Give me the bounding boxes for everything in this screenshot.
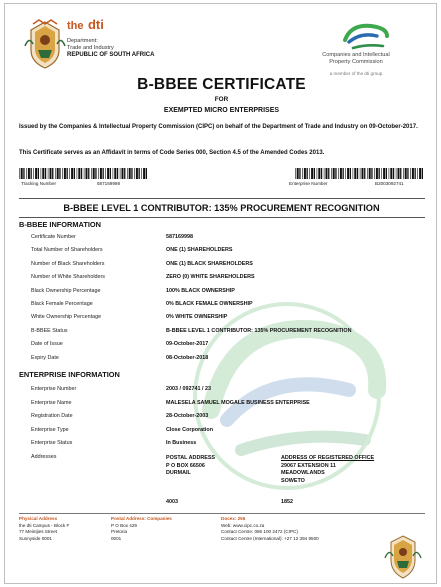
- bbbee-info-heading: B-BBEE INFORMATION: [19, 220, 101, 229]
- barcode-bar: [299, 168, 300, 179]
- cipc-name: [296, 52, 416, 66]
- barcode-bar: [141, 168, 142, 179]
- enterprise-info-row: [5, 438, 437, 449]
- enterprise-info-row: [5, 398, 437, 409]
- dti-wordmark: [67, 16, 104, 34]
- barcode-bar: [345, 168, 346, 179]
- barcode-bar: [117, 168, 118, 179]
- footer-physical-line-2: 77 Meintjies Street: [19, 529, 58, 535]
- barcode-bar: [45, 168, 46, 179]
- footer-contact-international: Contact Centre (International): +27 12 394 9500: [221, 535, 319, 541]
- enterprise-info-label: Enterprise Type: [31, 426, 69, 433]
- level-banner: B-BBEE LEVEL 1 CONTRIBUTOR: 135% PROCUREMENT RECOGNITION: [63, 203, 380, 213]
- barcode-bar: [297, 168, 299, 179]
- barcode-bar: [59, 168, 60, 179]
- barcode-bar: [35, 168, 37, 179]
- barcode-bar: [357, 168, 358, 179]
- enterprise-info-value: In Business: [166, 440, 197, 447]
- cipc-member-note: a member of the dti group: [329, 71, 383, 76]
- barcode-bar: [354, 168, 356, 179]
- footer-postal-line-1: P O Box 429: [111, 522, 137, 528]
- footer-physical-line-1: the dti Campus - Block F: [19, 522, 70, 528]
- cipc-name-line-1: Companies and Intellectual: [322, 52, 390, 58]
- bbbee-info-value: 0% BLACK FEMALE OWNERSHIP: [166, 301, 253, 307]
- barcode-bar: [143, 168, 145, 179]
- barcode-bar: [31, 168, 32, 179]
- barcode-bar: [64, 168, 66, 179]
- registered-address-line-1: 29067 EXTENSION 11: [281, 462, 336, 469]
- postal-address-line-1: P O BOX 66506: [166, 462, 205, 469]
- barcode-bar: [410, 168, 411, 179]
- bbbee-info-row: [5, 232, 437, 243]
- barcode-bar: [120, 168, 121, 179]
- bbbee-info-label: Date of Issue: [31, 341, 63, 348]
- barcode-bar: [307, 168, 308, 179]
- enterprise-info-row: [5, 425, 437, 436]
- footer-postal-line-2: Pretoria: [111, 529, 128, 535]
- barcode-bar: [67, 168, 68, 179]
- enterprise-number-label: Enterprise Number: [289, 181, 328, 186]
- barcode-bar: [321, 168, 322, 179]
- tracking-number-value: 587169998: [97, 181, 120, 186]
- bbbee-info-value: 587169998: [166, 234, 193, 240]
- registered-address-line-2: MEADOWLANDS: [281, 470, 325, 477]
- bbbee-info-value: 08-October-2018: [166, 354, 209, 361]
- barcode-bar: [113, 168, 114, 179]
- barcode-bar: [122, 168, 124, 179]
- barcode-bar: [78, 168, 80, 179]
- barcode-bar: [62, 168, 63, 179]
- barcode-bar: [136, 168, 138, 179]
- barcode-bar: [81, 168, 82, 179]
- barcode-bar: [302, 168, 303, 179]
- barcode-bar: [110, 168, 111, 179]
- barcode-bar: [91, 168, 92, 179]
- barcode-bar: [343, 168, 344, 179]
- barcode-bar: [422, 168, 423, 179]
- footer-contact-centre: Contact Centre: 086 100 2472 (CIPC): [221, 529, 298, 535]
- barcode-bar: [311, 168, 313, 179]
- barcode-bar: [84, 168, 85, 179]
- barcode-bar: [98, 168, 99, 179]
- barcode-bar: [403, 168, 404, 179]
- addresses-label: Addresses: [31, 454, 57, 460]
- footer-physical-line-3: Sunnyside 0001: [19, 535, 52, 541]
- barcode-bar: [331, 168, 332, 179]
- barcode-bar: [93, 168, 95, 179]
- enterprise-info-row: [5, 384, 437, 395]
- enterprise-info-label: Enterprise Number: [31, 386, 77, 392]
- barcode-bar: [139, 168, 140, 179]
- footer-physical-heading: Physical Address: [19, 516, 58, 521]
- barcode-bar: [50, 168, 52, 179]
- enterprise-info-heading: ENTERPRISE INFORMATION: [19, 370, 120, 379]
- footer-contact: [221, 516, 319, 542]
- bbbee-info-label: Number of Black Shareholders: [31, 260, 105, 267]
- barcode-bar: [74, 168, 75, 179]
- postal-address-line-2: DURMAIL: [166, 470, 191, 477]
- barcode-bar: [129, 168, 131, 179]
- barcode-bar: [28, 168, 30, 179]
- affidavit-statement: This Certificate serves as an Affidavit in terms of Code Series 000, Section 4.5 of the Amended Codes 2013.: [19, 150, 325, 156]
- bbbee-info-row: [5, 353, 437, 364]
- enterprise-info-value: Close Corporation: [166, 426, 214, 433]
- enterprise-info-value: 2003 / 092741 / 23: [166, 386, 211, 392]
- barcode-bar: [324, 168, 325, 179]
- barcode-bar: [367, 168, 368, 179]
- footer-physical-address: [19, 516, 69, 542]
- barcode-bar: [415, 168, 416, 179]
- barcode-bar: [340, 168, 342, 179]
- barcode-bar: [405, 168, 407, 179]
- bbbee-info-value: B-BBEE LEVEL 1 CONTRIBUTOR: 135% PROCUREMENT RECOGNITION: [166, 327, 352, 334]
- bbbee-info-row: [5, 272, 437, 283]
- barcode-bar: [127, 168, 128, 179]
- barcode-bar: [26, 168, 27, 179]
- barcode-bar: [386, 168, 387, 179]
- dti-brand-the: the: [67, 20, 84, 32]
- bbbee-info-label: Certificate Number: [31, 234, 76, 240]
- barcode-bar: [364, 168, 365, 179]
- barcode-bar: [55, 168, 56, 179]
- barcode-bar: [19, 168, 20, 179]
- barcode-bar: [134, 168, 135, 179]
- bbbee-info-label: Black Female Percentage: [31, 301, 93, 307]
- barcode-bar: [309, 168, 310, 179]
- tracking-barcode: [19, 168, 147, 179]
- footer-postal-heading: Postal Address: Companies: [111, 516, 172, 521]
- enterprise-barcode: [295, 168, 423, 179]
- barcode-bar: [57, 168, 59, 179]
- barcode-bar: [95, 168, 96, 179]
- bbbee-info-value: ONE (1) BLACK SHAREHOLDERS: [166, 260, 253, 267]
- dti-dept-line-3: REPUBLIC OF SOUTH AFRICA: [67, 52, 155, 58]
- barcode-bar: [21, 168, 23, 179]
- enterprise-info-value: 28-October-2003: [166, 413, 209, 420]
- bbbee-info-row: [5, 312, 437, 323]
- barcode-bar: [107, 168, 109, 179]
- barcode-bar: [347, 168, 349, 179]
- barcode-bar: [103, 168, 104, 179]
- barcode-bar: [412, 168, 414, 179]
- bbbee-info-value: 100% BLACK OWNERSHIP: [166, 287, 235, 294]
- barcode-bar: [71, 168, 73, 179]
- footer-docex: Docex: 256: [221, 516, 246, 521]
- certificate-page: [4, 3, 437, 584]
- barcode-bar: [41, 168, 42, 179]
- enterprise-info-label: Enterprise Name: [31, 399, 72, 406]
- barcode-bar: [304, 168, 306, 179]
- dti-dept-line-2: Trade and Industry: [67, 45, 114, 51]
- barcode-bar: [333, 168, 335, 179]
- barcode-bar: [374, 168, 375, 179]
- barcode-bar: [389, 168, 390, 179]
- postal-address-heading: POSTAL ADDRESS: [166, 455, 216, 461]
- barcode-bar: [105, 168, 106, 179]
- barcode-bar: [77, 168, 78, 179]
- barcode-bar: [33, 168, 34, 179]
- barcode-bar: [48, 168, 49, 179]
- barcode-bar: [131, 168, 132, 179]
- barcode-bar: [86, 168, 88, 179]
- certificate-title: B-BBEE CERTIFICATE: [137, 76, 306, 93]
- barcode-bar: [353, 168, 354, 179]
- certificate-subtitle: EXEMPTED MICRO ENTERPRISES: [163, 107, 280, 114]
- cipc-name-line-2: Property Commission: [329, 59, 383, 65]
- bbbee-info-row: [5, 286, 437, 297]
- barcode-bar: [124, 168, 125, 179]
- footer-web: Web: www.cipc.co.za: [221, 522, 265, 528]
- issued-statement: Issued by the Companies & Intellectual Property Commission (CIPC) on behalf of the Department of Trade and Industry on 09-October-2017.: [19, 124, 418, 130]
- tracking-number-label: Tracking Number: [21, 181, 57, 186]
- bbbee-info-row: [5, 299, 437, 310]
- barcode-bar: [376, 168, 378, 179]
- barcode-bar: [393, 168, 394, 179]
- footer-divider: [19, 513, 425, 514]
- bbbee-info-row: [5, 259, 437, 270]
- barcode-bar: [100, 168, 102, 179]
- barcode-bar: [38, 168, 39, 179]
- registered-address: [281, 455, 374, 485]
- bbbee-info-value: ONE (1) SHAREHOLDERS: [166, 247, 233, 254]
- barcode-bar: [295, 168, 296, 179]
- barcode-bar: [371, 168, 372, 179]
- enterprise-info-label: Registration Date: [31, 413, 73, 420]
- enterprise-info-value: MALESELA SAMUEL MOGALE BUSINESS ENTERPRISE: [166, 399, 310, 406]
- divider: [19, 217, 425, 218]
- footer-postal-address: [111, 516, 172, 542]
- bbbee-info-row: [5, 245, 437, 256]
- bbbee-info-label: Expiry Date: [31, 354, 59, 361]
- bbbee-info-label: Total Number of Shareholders: [31, 247, 103, 254]
- barcode-bar: [88, 168, 89, 179]
- barcode-bar: [314, 168, 315, 179]
- postal-address: [166, 455, 215, 478]
- barcode-bar: [383, 168, 385, 179]
- footer-postal-line-3: 0001: [111, 535, 122, 541]
- dti-brand-dti: dti: [87, 17, 104, 32]
- barcode-bar: [338, 168, 339, 179]
- registered-code: 1852: [281, 499, 293, 505]
- dti-dept-line-1: Department:: [67, 38, 98, 44]
- barcode-bar: [114, 168, 116, 179]
- enterprise-number-value: B2003092741: [375, 181, 404, 186]
- bbbee-info-row: [5, 326, 437, 337]
- barcode-bar: [398, 168, 400, 179]
- barcode-bar: [328, 168, 329, 179]
- barcode-bar: [419, 168, 421, 179]
- bbbee-info-label: B-BBEE Status: [31, 327, 68, 334]
- barcode-bar: [69, 168, 70, 179]
- cipc-swirl-logo: [337, 20, 393, 54]
- barcode-bar: [350, 168, 351, 179]
- barcode-bar: [23, 168, 24, 179]
- bbbee-info-value: ZERO (0) WHITE SHAREHOLDERS: [166, 274, 255, 281]
- barcode-bar: [360, 168, 361, 179]
- enterprise-info-row: [5, 411, 437, 422]
- certificate-for: FOR: [214, 96, 229, 103]
- barcode-bar: [317, 168, 318, 179]
- barcode-bar: [369, 168, 371, 179]
- bbbee-info-label: White Ownership Percentage: [31, 314, 102, 321]
- barcode-bar: [318, 168, 320, 179]
- dti-coat-of-arms-logo: [19, 16, 71, 72]
- barcode-bar: [381, 168, 382, 179]
- registered-address-line-3: SOWETO: [281, 477, 305, 484]
- bbbee-info-value: 09-October-2017: [166, 341, 209, 348]
- barcode-bar: [42, 168, 44, 179]
- bbbee-info-row: [5, 339, 437, 350]
- barcode-bar: [379, 168, 380, 179]
- barcode-bar: [390, 168, 392, 179]
- barcode-bar: [400, 168, 401, 179]
- bbbee-info-label: Black Ownership Percentage: [31, 287, 101, 294]
- barcode-bar: [362, 168, 364, 179]
- bbbee-info-label: Number of White Shareholders: [31, 274, 106, 281]
- barcode-bar: [407, 168, 408, 179]
- postal-code: 4003: [166, 499, 178, 505]
- divider: [19, 198, 425, 199]
- barcode-bar: [417, 168, 418, 179]
- registered-address-heading: ADDRESS OF REGISTERED OFFICE: [281, 455, 375, 461]
- barcode-bar: [335, 168, 336, 179]
- coat-of-arms-icon: [381, 532, 425, 582]
- dti-department-lines: [67, 38, 154, 59]
- bbbee-info-value: 0% WHITE OWNERSHIP: [166, 314, 228, 321]
- barcode-bar: [396, 168, 397, 179]
- enterprise-info-label: Enterprise Status: [31, 440, 73, 447]
- barcode-bar: [52, 168, 53, 179]
- barcode-bar: [146, 168, 147, 179]
- barcode-bar: [326, 168, 328, 179]
